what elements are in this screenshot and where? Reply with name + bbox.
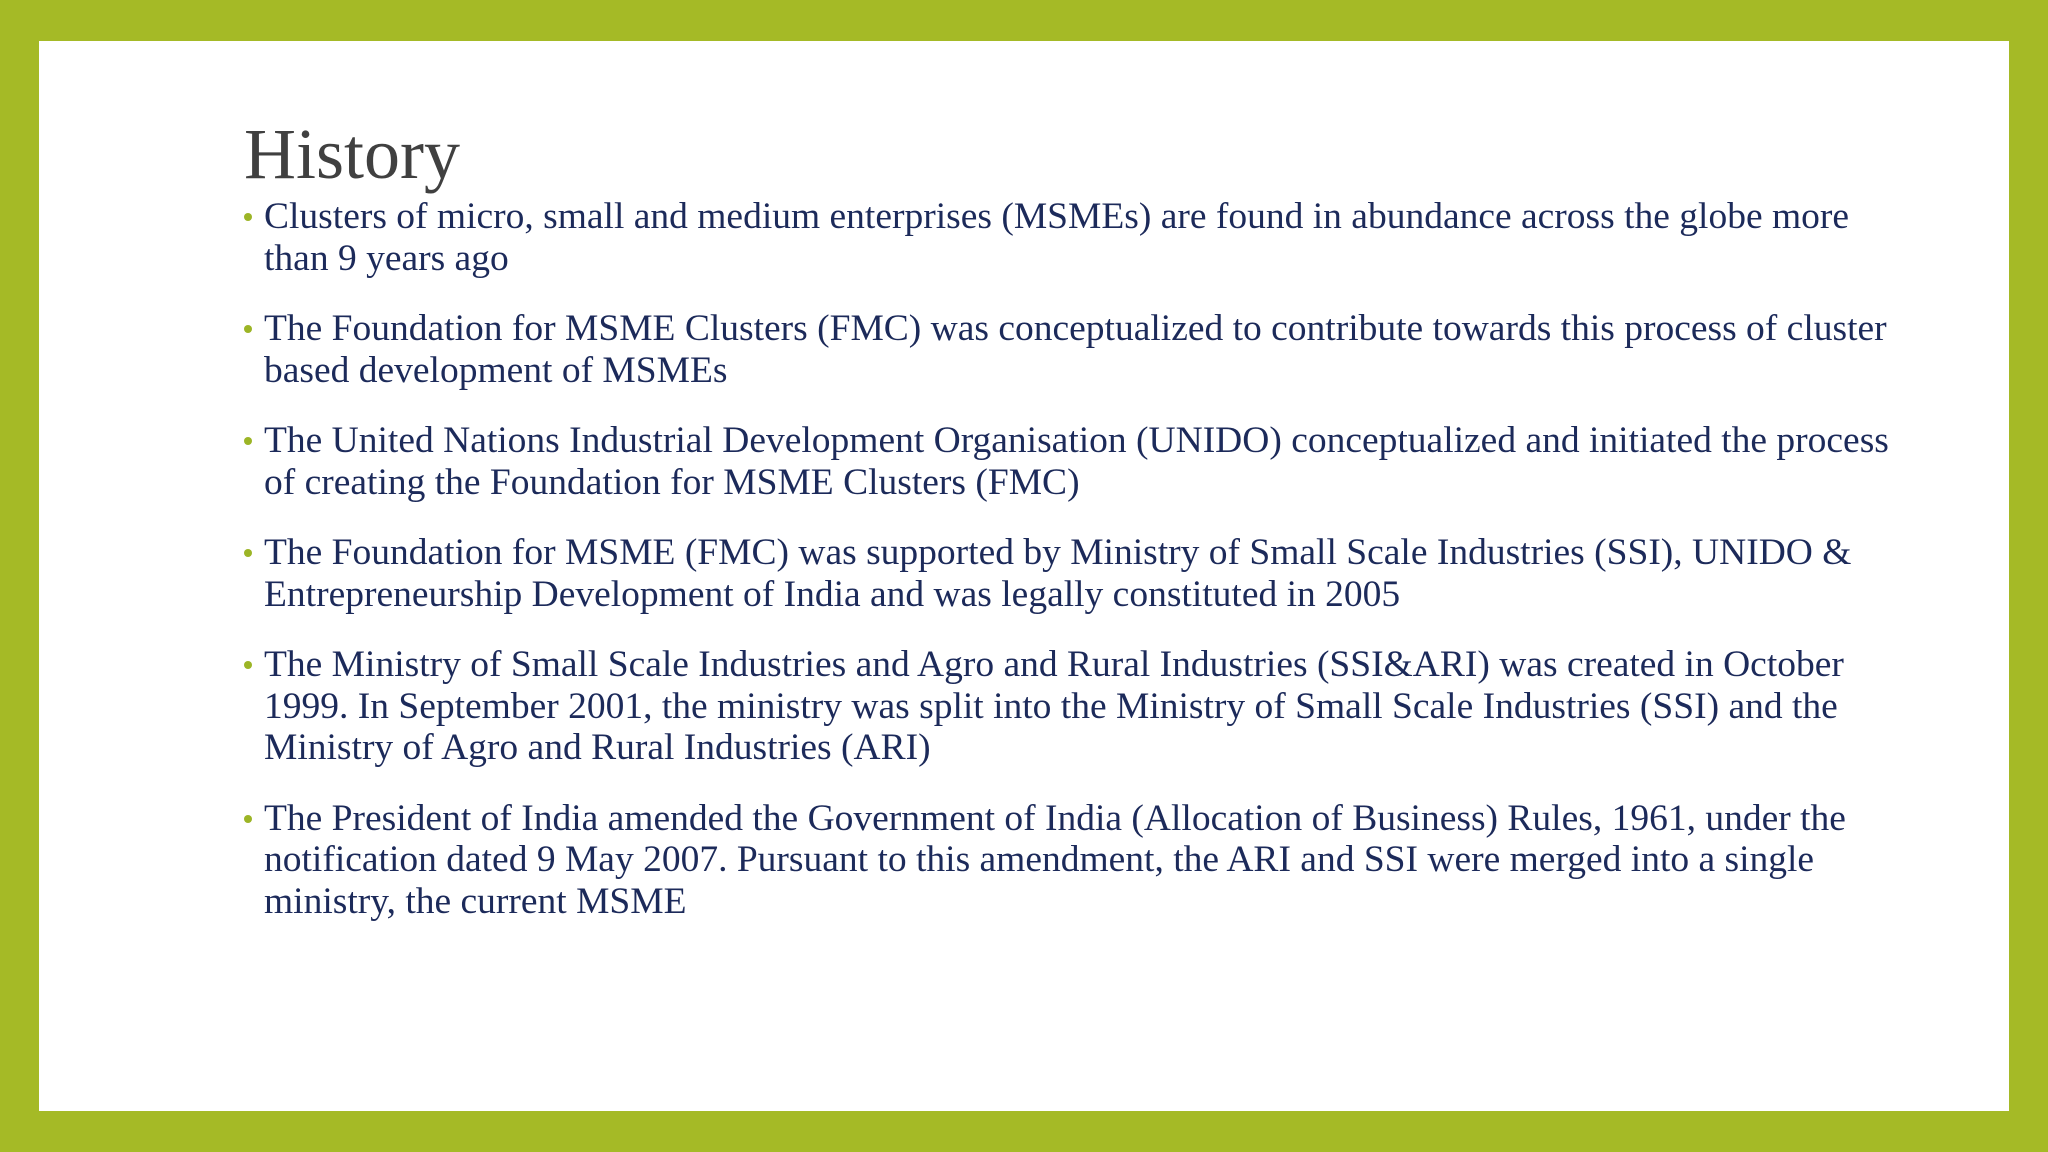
bullet-text: The Foundation for MSME (FMC) was supported by Ministry of Small Scale Industries (SSI), UNIDO & Entrepreneurship Development of India and was legally constituted in 2005 [264, 532, 1852, 615]
bullet-text: Clusters of micro, small and medium enterprises (MSMEs) are found in abundance across the globe more than 9 years ago [264, 196, 1850, 279]
bullet-dot-icon [244, 437, 252, 445]
bullet-text: The Foundation for MSME Clusters (FMC) was conceptualized to contribute towards this process of cluster based development of MSMEs [264, 308, 1887, 391]
bullet-dot-icon [244, 213, 252, 221]
bullet-text: The President of India amended the Government of India (Allocation of Business) Rules, 1961, under the notification dated 9 May 2007. Pursuant to this amendment, the ARI and SSI were merged into a single ministry, the current MSME [264, 797, 1846, 922]
bullet-dot-icon [244, 815, 252, 823]
slide-title: History [244, 114, 460, 194]
bullet-text: The United Nations Industrial Development Organisation (UNIDO) conceptualized and initiated the process of creating the Foundation for MSME Clusters (FMC) [264, 420, 1889, 503]
bullet-item [264, 798, 1914, 923]
bullet-dot-icon [244, 325, 252, 333]
bullet-item [264, 532, 1914, 615]
bullet-list [264, 196, 1914, 951]
bullet-item [264, 308, 1914, 391]
bullet-text: The Ministry of Small Scale Industries and Agro and Rural Industries (SSI&ARI) was created in October 1999. In September 2001, the ministry was split into the Ministry of Small Scale Industries (SSI) and the Ministry of Agro and Rural Industries (ARI) [264, 644, 1844, 768]
bullet-item [264, 420, 1914, 503]
bullet-dot-icon [244, 661, 252, 669]
bullet-item [264, 644, 1914, 769]
bullet-item [264, 196, 1914, 279]
bullet-dot-icon [244, 549, 252, 557]
